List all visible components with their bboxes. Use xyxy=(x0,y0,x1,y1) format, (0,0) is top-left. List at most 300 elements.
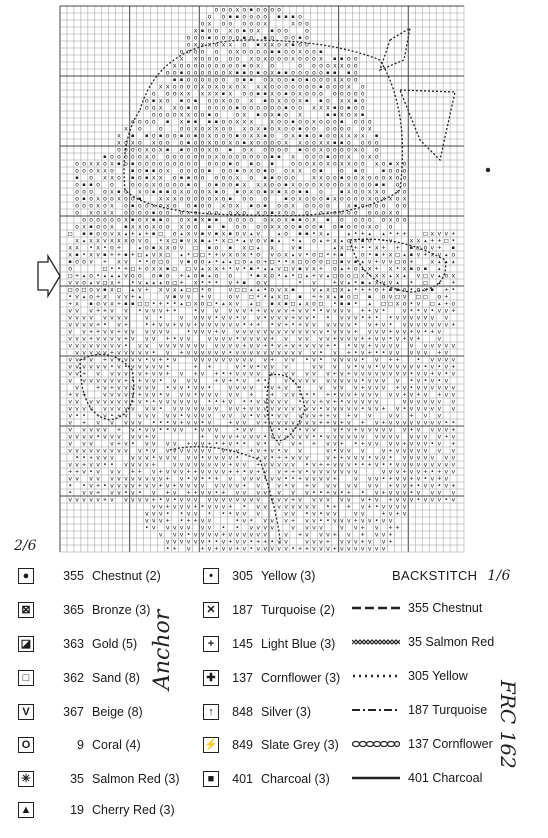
svg-text:▴: ▴ xyxy=(249,299,254,308)
svg-text:o: o xyxy=(214,47,219,56)
svg-text:o: o xyxy=(123,145,128,154)
svg-text:x: x xyxy=(270,243,275,252)
svg-text:▪: ▪ xyxy=(270,159,275,168)
page-note: 2/6 xyxy=(14,538,37,554)
svg-text:v: v xyxy=(277,502,282,511)
svg-text:v: v xyxy=(430,341,435,350)
svg-text:v: v xyxy=(214,404,219,413)
svg-text:v: v xyxy=(346,320,351,329)
svg-text:x: x xyxy=(353,236,358,245)
svg-text:x: x xyxy=(388,215,393,224)
svg-text:v: v xyxy=(172,523,177,532)
svg-text:o: o xyxy=(298,61,303,70)
svg-text:•: • xyxy=(256,362,261,371)
svg-text:o: o xyxy=(89,166,94,175)
svg-text:▪: ▪ xyxy=(207,215,212,224)
svg-text:▪: ▪ xyxy=(325,110,330,119)
svg-text:x: x xyxy=(312,215,316,224)
circle-icon: O xyxy=(18,737,34,753)
svg-text:v: v xyxy=(235,299,240,308)
legend-code: 848 xyxy=(232,705,253,719)
svg-text:o: o xyxy=(284,75,289,84)
svg-text:▴: ▴ xyxy=(367,278,372,287)
svg-text:•: • xyxy=(235,236,240,245)
svg-text:▪: ▪ xyxy=(200,236,205,245)
legend-code: 355 xyxy=(63,569,84,583)
svg-text:+: + xyxy=(235,278,240,287)
svg-text:o: o xyxy=(291,208,296,217)
svg-text:v: v xyxy=(402,509,407,518)
svg-text:o: o xyxy=(305,257,309,266)
svg-text:▪: ▪ xyxy=(430,285,435,294)
svg-text:v: v xyxy=(339,306,344,315)
svg-text:v: v xyxy=(249,334,254,343)
svg-text:v: v xyxy=(451,341,456,350)
svg-text:v: v xyxy=(270,250,275,259)
svg-text:•: • xyxy=(298,278,303,287)
svg-text:o: o xyxy=(381,187,386,196)
svg-text:o: o xyxy=(214,96,219,105)
svg-text:□: □ xyxy=(242,285,247,294)
svg-text:o: o xyxy=(207,285,212,294)
svg-text:o: o xyxy=(284,47,289,56)
svg-text:v: v xyxy=(172,488,177,497)
svg-text:▪: ▪ xyxy=(186,103,191,112)
svg-text:+: + xyxy=(325,418,330,427)
svg-text:v: v xyxy=(89,313,94,322)
svg-text:v: v xyxy=(214,453,219,462)
svg-text:v: v xyxy=(346,446,351,455)
svg-text:□: □ xyxy=(82,285,87,294)
svg-text:o: o xyxy=(291,82,296,91)
svg-text:v: v xyxy=(165,481,170,490)
svg-text:+: + xyxy=(179,278,184,287)
svg-text:v: v xyxy=(123,355,128,364)
svg-text:v: v xyxy=(96,446,101,455)
svg-text:x: x xyxy=(103,208,107,217)
svg-text:o: o xyxy=(402,173,407,182)
svg-text:v: v xyxy=(89,425,94,434)
svg-text:o: o xyxy=(165,152,170,161)
svg-text:v: v xyxy=(137,411,142,420)
svg-text:x: x xyxy=(151,201,156,210)
svg-text:v: v xyxy=(207,390,212,399)
svg-text:v: v xyxy=(193,537,198,546)
svg-text:▪: ▪ xyxy=(214,180,219,189)
svg-text:v: v xyxy=(325,432,330,441)
svg-text:•: • xyxy=(312,390,316,399)
svg-text:v: v xyxy=(437,320,442,329)
svg-text:x: x xyxy=(172,285,177,294)
bold-plus-icon: ✚ xyxy=(203,670,219,686)
svg-text:v: v xyxy=(172,355,177,364)
svg-text:▴: ▴ xyxy=(318,236,323,245)
svg-text:v: v xyxy=(270,348,275,357)
backstitch-page-note: 1/6 xyxy=(487,568,511,584)
svg-text:+: + xyxy=(256,376,261,385)
svg-text:v: v xyxy=(388,467,393,476)
svg-text:v: v xyxy=(249,467,254,476)
svg-text:+: + xyxy=(339,439,344,448)
svg-text:v: v xyxy=(374,397,379,406)
svg-text:v: v xyxy=(388,369,393,378)
svg-text:•: • xyxy=(430,467,435,476)
svg-text:v: v xyxy=(249,425,254,434)
svg-text:▪: ▪ xyxy=(165,117,170,126)
svg-text:v: v xyxy=(200,320,205,329)
svg-text:o: o xyxy=(172,180,177,189)
svg-text:•: • xyxy=(151,418,156,427)
svg-text:+: + xyxy=(437,348,442,357)
svg-text:•: • xyxy=(123,341,128,350)
svg-text:□: □ xyxy=(193,243,198,252)
svg-text:▪: ▪ xyxy=(82,194,87,203)
legend-item xyxy=(203,699,311,725)
svg-text:▴: ▴ xyxy=(151,278,156,287)
svg-text:+: + xyxy=(451,306,456,315)
svg-text:v: v xyxy=(256,418,261,427)
svg-text:v: v xyxy=(214,390,219,399)
svg-text:v: v xyxy=(68,369,73,378)
svg-text:v: v xyxy=(200,446,205,455)
svg-text:v: v xyxy=(353,355,358,364)
svg-text:x: x xyxy=(103,173,107,182)
svg-text:v: v xyxy=(346,530,351,539)
svg-text:▪: ▪ xyxy=(123,222,128,231)
svg-text:o: o xyxy=(256,201,261,210)
svg-text:▪: ▪ xyxy=(242,68,247,77)
svg-text:v: v xyxy=(179,523,184,532)
svg-text:+: + xyxy=(305,544,309,553)
svg-text:o: o xyxy=(402,257,407,266)
svg-text:v: v xyxy=(116,341,121,350)
svg-text:v: v xyxy=(430,488,435,497)
svg-text:v: v xyxy=(89,306,94,315)
svg-text:o: o xyxy=(151,110,156,119)
svg-text:v: v xyxy=(263,348,268,357)
svg-text:o: o xyxy=(312,145,316,154)
svg-text:o: o xyxy=(200,61,205,70)
svg-text:o: o xyxy=(256,187,261,196)
svg-text:•: • xyxy=(444,495,449,504)
svg-text:v: v xyxy=(186,292,191,301)
svg-text:o: o xyxy=(312,124,316,133)
svg-text:v: v xyxy=(381,362,386,371)
svg-text:▪: ▪ xyxy=(228,159,233,168)
svg-text:▪: ▪ xyxy=(270,208,275,217)
svg-text:x: x xyxy=(423,285,428,294)
svg-text:o: o xyxy=(305,33,309,42)
svg-text:v: v xyxy=(89,495,94,504)
svg-text:•: • xyxy=(96,271,101,280)
svg-text:v: v xyxy=(312,460,316,469)
svg-text:v: v xyxy=(332,362,337,371)
svg-text:v: v xyxy=(103,236,107,245)
svg-text:+: + xyxy=(325,537,330,546)
svg-text:o: o xyxy=(193,103,198,112)
svg-text:▴: ▴ xyxy=(346,278,351,287)
svg-text:+: + xyxy=(144,432,149,441)
svg-text:v: v xyxy=(249,495,254,504)
svg-text:v: v xyxy=(68,495,73,504)
svg-text:x: x xyxy=(388,208,393,217)
svg-text:v: v xyxy=(193,453,198,462)
svg-text:o: o xyxy=(110,166,114,175)
svg-text:v: v xyxy=(123,306,128,315)
svg-text:x: x xyxy=(179,89,184,98)
svg-text:▪: ▪ xyxy=(103,285,107,294)
svg-text:v: v xyxy=(116,397,121,406)
svg-text:v: v xyxy=(332,488,337,497)
svg-text:▪: ▪ xyxy=(68,257,73,266)
svg-text:o: o xyxy=(200,33,205,42)
svg-text:▴: ▴ xyxy=(263,264,268,273)
svg-text:o: o xyxy=(179,152,184,161)
svg-text:o: o xyxy=(367,201,372,210)
svg-text:▴: ▴ xyxy=(207,236,212,245)
svg-text:o: o xyxy=(165,180,170,189)
svg-text:x: x xyxy=(388,264,393,273)
legend-item xyxy=(203,597,335,623)
svg-text:o: o xyxy=(360,138,365,147)
svg-text:v: v xyxy=(430,495,435,504)
svg-text:o: o xyxy=(270,271,275,280)
svg-text:•: • xyxy=(158,404,163,413)
svg-text:•: • xyxy=(158,418,163,427)
svg-text:x: x xyxy=(305,299,309,308)
svg-text:v: v xyxy=(284,418,289,427)
svg-text:v: v xyxy=(207,523,212,532)
svg-text:x: x xyxy=(395,159,400,168)
svg-text:+: + xyxy=(193,502,198,511)
svg-text:v: v xyxy=(221,446,226,455)
svg-text:•: • xyxy=(123,362,128,371)
svg-text:v: v xyxy=(144,474,149,483)
svg-text:▴: ▴ xyxy=(82,236,87,245)
svg-text:▪: ▪ xyxy=(200,26,205,35)
svg-text:v: v xyxy=(165,320,170,329)
svg-text:x: x xyxy=(318,54,323,63)
svg-text:+: + xyxy=(444,432,449,441)
svg-text:+: + xyxy=(165,306,170,315)
svg-text:v: v xyxy=(110,327,114,336)
svg-text:v: v xyxy=(193,495,198,504)
svg-text:o: o xyxy=(221,82,226,91)
svg-text:v: v xyxy=(416,250,421,259)
svg-text:x: x xyxy=(158,264,163,273)
svg-text:o: o xyxy=(235,61,240,70)
svg-text:o: o xyxy=(242,187,247,196)
svg-text:▪: ▪ xyxy=(284,103,289,112)
svg-text:+: + xyxy=(332,474,337,483)
svg-text:v: v xyxy=(374,460,379,469)
svg-text:v: v xyxy=(200,355,205,364)
svg-text:v: v xyxy=(437,369,442,378)
svg-text:▪: ▪ xyxy=(339,250,344,259)
svg-text:x: x xyxy=(312,103,316,112)
svg-text:v: v xyxy=(228,397,233,406)
svg-text:v: v xyxy=(130,355,135,364)
svg-text:+: + xyxy=(291,313,296,322)
svg-text:v: v xyxy=(235,362,240,371)
svg-text:v: v xyxy=(374,418,379,427)
svg-text:v: v xyxy=(409,432,414,441)
svg-text:x: x xyxy=(235,201,240,210)
svg-text:▪: ▪ xyxy=(339,222,344,231)
svg-text:o: o xyxy=(339,124,344,133)
legend-item xyxy=(18,766,180,792)
svg-text:v: v xyxy=(193,229,198,238)
svg-text:x: x xyxy=(402,264,407,273)
svg-text:o: o xyxy=(318,68,323,77)
svg-text:v: v xyxy=(221,334,226,343)
backstitch-item xyxy=(352,771,482,785)
svg-text:▴: ▴ xyxy=(367,299,372,308)
svg-text:v: v xyxy=(381,537,386,546)
svg-text:v: v xyxy=(416,383,421,392)
svg-text:v: v xyxy=(263,355,268,364)
svg-text:x: x xyxy=(207,138,212,147)
svg-text:x: x xyxy=(179,110,184,119)
svg-text:o: o xyxy=(402,187,407,196)
svg-text:o: o xyxy=(395,201,400,210)
svg-text:v: v xyxy=(430,474,435,483)
svg-text:o: o xyxy=(228,96,233,105)
svg-text:v: v xyxy=(374,425,379,434)
svg-text:v: v xyxy=(103,313,107,322)
svg-text:v: v xyxy=(249,355,254,364)
svg-text:+: + xyxy=(298,439,303,448)
svg-text:o: o xyxy=(249,89,254,98)
svg-text:v: v xyxy=(151,502,156,511)
svg-text:▪: ▪ xyxy=(298,33,303,42)
svg-text:•: • xyxy=(193,390,198,399)
svg-text:o: o xyxy=(374,222,379,231)
svg-text:o: o xyxy=(388,166,393,175)
svg-text:x: x xyxy=(367,124,372,133)
svg-text:x: x xyxy=(332,75,337,84)
svg-text:o: o xyxy=(200,124,205,133)
svg-text:v: v xyxy=(284,334,289,343)
svg-text:v: v xyxy=(312,516,316,525)
svg-text:•: • xyxy=(353,278,358,287)
svg-text:v: v xyxy=(430,376,435,385)
svg-text:+: + xyxy=(395,243,400,252)
svg-text:o: o xyxy=(353,159,358,168)
svg-text:x: x xyxy=(284,40,289,49)
svg-text:v: v xyxy=(214,481,219,490)
svg-text:v: v xyxy=(228,474,233,483)
svg-text:o: o xyxy=(312,180,316,189)
svg-text:▪: ▪ xyxy=(270,236,275,245)
svg-text:•: • xyxy=(388,334,393,343)
svg-text:□: □ xyxy=(298,271,303,280)
svg-text:o: o xyxy=(186,145,191,154)
svg-text:•: • xyxy=(214,278,219,287)
svg-text:x: x xyxy=(158,103,163,112)
svg-text:o: o xyxy=(270,61,275,70)
svg-text:+: + xyxy=(367,495,372,504)
svg-text:x: x xyxy=(374,243,379,252)
svg-text:•: • xyxy=(207,474,212,483)
svg-text:o: o xyxy=(367,180,372,189)
svg-text:□: □ xyxy=(416,243,421,252)
svg-text:o: o xyxy=(298,82,303,91)
svg-text:v: v xyxy=(235,537,240,546)
svg-text:▴: ▴ xyxy=(402,250,407,259)
svg-text:x: x xyxy=(291,54,296,63)
svg-text:•: • xyxy=(137,306,142,315)
svg-text:v: v xyxy=(291,418,296,427)
svg-text:v: v xyxy=(228,334,233,343)
svg-text:▴: ▴ xyxy=(249,257,254,266)
svg-text:o: o xyxy=(312,54,316,63)
svg-text:o: o xyxy=(360,201,365,210)
svg-text:o: o xyxy=(221,152,226,161)
svg-text:v: v xyxy=(270,516,275,525)
svg-text:+: + xyxy=(200,544,205,553)
svg-text:v: v xyxy=(346,327,351,336)
svg-text:x: x xyxy=(339,285,344,294)
svg-text:v: v xyxy=(284,432,289,441)
svg-text:•: • xyxy=(96,432,101,441)
svg-text:o: o xyxy=(367,236,372,245)
svg-text:o: o xyxy=(374,208,379,217)
svg-text:v: v xyxy=(298,348,303,357)
svg-text:▪: ▪ xyxy=(360,236,365,245)
svg-text:▴: ▴ xyxy=(332,292,337,301)
svg-text:x: x xyxy=(116,138,121,147)
svg-text:+: + xyxy=(172,544,177,553)
svg-text:o: o xyxy=(207,208,212,217)
svg-text:▪: ▪ xyxy=(339,173,344,182)
svg-text:v: v xyxy=(277,467,282,476)
svg-text:v: v xyxy=(451,488,456,497)
svg-text:•: • xyxy=(165,355,170,364)
svg-text:□: □ xyxy=(144,299,149,308)
svg-text:v: v xyxy=(228,432,233,441)
svg-text:▴: ▴ xyxy=(179,285,184,294)
svg-text:v: v xyxy=(165,495,170,504)
svg-text:•: • xyxy=(298,425,303,434)
svg-text:▪: ▪ xyxy=(228,229,233,238)
svg-text:o: o xyxy=(89,271,94,280)
svg-text:v: v xyxy=(207,495,212,504)
svg-text:•: • xyxy=(207,509,212,518)
svg-text:v: v xyxy=(89,460,94,469)
svg-text:v: v xyxy=(75,348,80,357)
svg-text:o: o xyxy=(103,159,107,168)
legend-code: 9 xyxy=(77,738,84,752)
svg-text:o: o xyxy=(263,194,268,203)
svg-text:v: v xyxy=(346,460,351,469)
svg-text:x: x xyxy=(367,187,372,196)
svg-text:•: • xyxy=(144,355,149,364)
svg-text:v: v xyxy=(242,355,247,364)
svg-text:v: v xyxy=(353,411,358,420)
svg-text:v: v xyxy=(346,306,351,315)
svg-text:v: v xyxy=(137,383,142,392)
svg-text:o: o xyxy=(270,166,275,175)
svg-text:v: v xyxy=(305,264,309,273)
svg-text:v: v xyxy=(228,355,233,364)
svg-text:v: v xyxy=(110,488,114,497)
svg-text:v: v xyxy=(82,439,87,448)
svg-text:v: v xyxy=(374,530,379,539)
svg-text:v: v xyxy=(270,369,275,378)
svg-text:v: v xyxy=(367,327,372,336)
svg-text:v: v xyxy=(353,369,358,378)
